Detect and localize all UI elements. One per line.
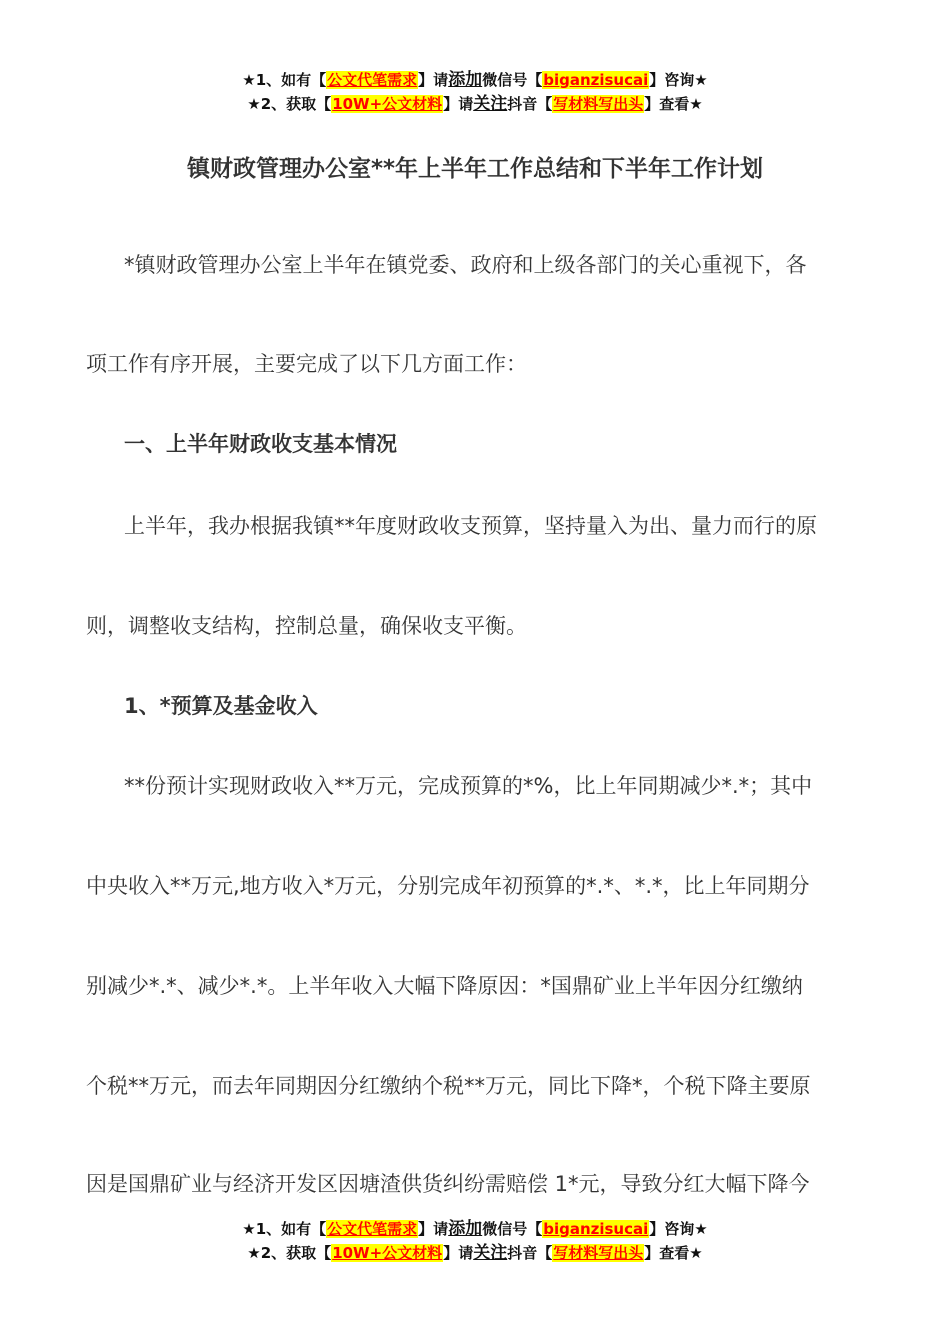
paragraph-line: 则，调整收支结构，控制总量，确保收支平衡。 (86, 614, 527, 638)
section-heading: 一、上半年财政收支基本情况 (124, 432, 397, 456)
banner-text: ★2、获取【 (247, 1244, 332, 1262)
banner-emphasis: 添加 (448, 70, 483, 90)
banner-text: 抖音【 (507, 1244, 553, 1262)
banner-text: 抖音【 (507, 95, 553, 113)
banner-text: 】请 (443, 95, 474, 113)
banner-text: ★2、获取【 (247, 95, 332, 113)
banner-line-1 (0, 1217, 950, 1241)
banner-text: 微信号【 (482, 1220, 543, 1238)
highlight-service: 公文代笔需求 (327, 1220, 418, 1238)
highlight-materials: 10W+公文材料 (332, 1244, 443, 1262)
banner-line-1 (0, 68, 950, 92)
banner-text: ★1、如有【 (242, 71, 327, 89)
banner-text: 】请 (418, 1220, 449, 1238)
banner-emphasis: 关注 (473, 94, 508, 114)
banner-line-2 (0, 92, 950, 116)
banner-text: 】咨询★ (649, 1220, 708, 1238)
subsection-heading: 1、*预算及基金收入 (124, 694, 318, 718)
highlight-wechat-id: biganzisucai (543, 1220, 649, 1238)
header-banner (0, 68, 950, 116)
highlight-douyin-account: 写材料写出头 (553, 95, 644, 113)
paragraph-line: 个税**万元，而去年同期因分红缴纳个税**万元，同比下降*，个税下降主要原 (86, 1074, 811, 1098)
banner-text: 微信号【 (482, 71, 543, 89)
highlight-materials: 10W+公文材料 (332, 95, 443, 113)
banner-text: 】查看★ (644, 95, 703, 113)
highlight-service: 公文代笔需求 (327, 71, 418, 89)
banner-text: 】咨询★ (649, 71, 708, 89)
banner-text: 】请 (443, 1244, 474, 1262)
paragraph-line: 因是国鼎矿业与经济开发区因塘渣供货纠纷需赔偿 1*元，导致分红大幅下降今 (86, 1172, 810, 1196)
paragraph-line: 上半年，我办根据我镇**年度财政收支预算，坚持量入为出、量力而行的原 (124, 514, 817, 538)
page-title: 镇财政管理办公室**年上半年工作总结和下半年工作计划 (186, 156, 764, 182)
highlight-douyin-account: 写材料写出头 (553, 1244, 644, 1262)
banner-line-2 (0, 1241, 950, 1265)
paragraph-line: **份预计实现财政收入**万元，完成预算的*%，比上年同期减少*.*；其中 (124, 774, 813, 798)
banner-text: ★1、如有【 (242, 1220, 327, 1238)
highlight-wechat-id: biganzisucai (543, 71, 649, 89)
banner-emphasis: 关注 (473, 1243, 508, 1263)
paragraph-line: 别减少*.*、减少*.*。上半年收入大幅下降原因：*国鼎矿业上半年因分红缴纳 (86, 974, 803, 998)
paragraph-line: 中央收入**万元,地方收入*万元，分别完成年初预算的*.*、*.*，比上年同期分 (86, 874, 810, 898)
paragraph-line: *镇财政管理办公室上半年在镇党委、政府和上级各部门的关心重视下，各 (124, 253, 807, 277)
paragraph-line: 项工作有序开展，主要完成了以下几方面工作： (86, 352, 527, 376)
banner-text: 】请 (418, 71, 449, 89)
banner-text: 】查看★ (644, 1244, 703, 1262)
banner-emphasis: 添加 (448, 1219, 483, 1239)
footer-banner (0, 1217, 950, 1265)
